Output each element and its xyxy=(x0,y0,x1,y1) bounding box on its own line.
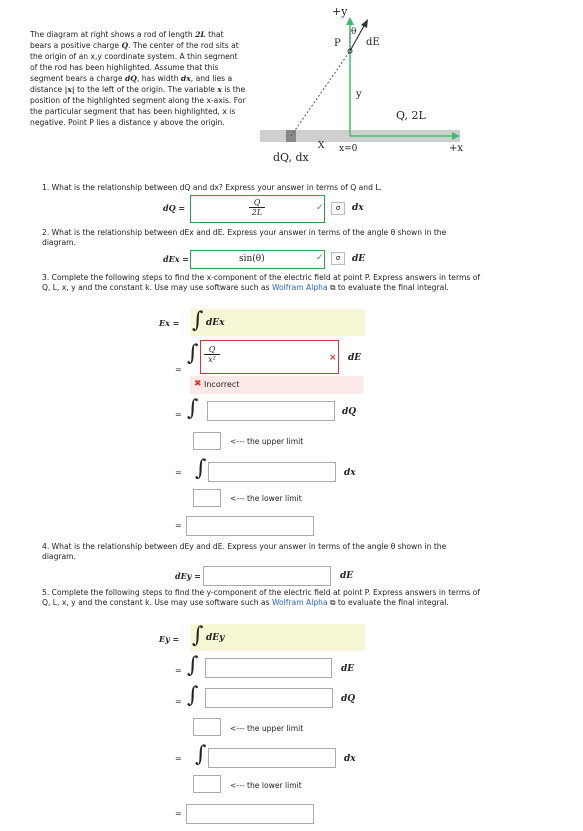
q5-given-integral xyxy=(190,624,365,651)
q5-step2-eq: = xyxy=(175,697,182,706)
q3-lower-limit-label: <--- the lower limit xyxy=(230,494,302,503)
q3-step1-denominator: x² xyxy=(204,354,220,364)
q5-wolfram-link[interactable]: Wolfram Alpha xyxy=(271,598,328,607)
q2-answer-box[interactable] xyxy=(190,250,325,269)
theta-label: θ xyxy=(351,27,357,37)
rod-label: Q, 2L xyxy=(396,109,426,122)
q5-upper-limit-box[interactable] xyxy=(193,718,221,736)
plus-y-label: +y xyxy=(332,5,348,18)
q4-rhs: dE xyxy=(340,571,354,581)
q5-step1-integral-sign: ∫ xyxy=(187,653,199,678)
q3-wolfram-link[interactable]: Wolfram Alpha xyxy=(271,283,328,292)
q3-step2-integral-sign: ∫ xyxy=(187,396,199,421)
q3-step1-incorrect-x-icon: × xyxy=(329,353,337,363)
q3-upper-limit-box[interactable] xyxy=(193,432,221,450)
q3-final-answer-box[interactable] xyxy=(186,516,314,536)
dE-arrowhead xyxy=(361,19,368,28)
var-dQ: dQ xyxy=(124,74,137,83)
q2-correct-check-icon: ✓ xyxy=(316,253,324,263)
q3-step2-eq: = xyxy=(175,410,182,419)
q3-step1-feedback-x-icon: ✖ xyxy=(194,379,202,389)
q5-step2-dQ: dQ xyxy=(341,694,356,704)
problem-intro: The diagram at right shows a rod of length 2L that bears a positive charge Q. The center of the rod sits at the origin of an x,y coordinate system. A thin segment of the rod has been highlighted. Assume that this segment bears a charge dQ, has width dx, and lies a distance |x| to the left of the origin. The variable x is the position of the highlighted segment along the x-axis. For the particular segment that has been highlighted, x is negative. Point P lies a distance y above the origin. xyxy=(30,30,246,127)
q3-step1-integral-sign: ∫ xyxy=(187,341,199,366)
q3-given-integral xyxy=(190,309,365,336)
var-2L: 2L xyxy=(195,30,206,39)
q5-dEy: dEy xyxy=(206,633,225,643)
y-distance-label: y xyxy=(356,89,362,100)
q4-lhs: dEy = xyxy=(175,571,201,581)
diagram-svg xyxy=(255,5,470,170)
plus-x-label: +x xyxy=(449,143,464,154)
distance-line xyxy=(291,51,350,136)
segment-label: dQ, dx xyxy=(273,151,309,164)
diagram xyxy=(255,5,470,170)
q4-prompt: 4. What is the relationship between dEy and dE. Express your answer in terms of the angle θ shown in the diagram. xyxy=(42,542,447,561)
q3-step3-integral-sign: ∫ xyxy=(195,456,207,481)
q1-prompt: 1. What is the relationship between dQ and dx? Express your answer in terms of Q and L. xyxy=(42,183,382,192)
q2-lhs: dEx = xyxy=(163,254,189,264)
q5-step1-answer-box[interactable] xyxy=(205,658,332,678)
var-x: x xyxy=(217,85,222,94)
q3-step3-answer-box[interactable] xyxy=(208,462,336,482)
q3-step2-answer-box[interactable] xyxy=(207,401,335,421)
q5-upper-limit-label: <--- the upper limit xyxy=(230,724,304,733)
q3-step1-feedback xyxy=(190,376,363,394)
q2-rhs: dE xyxy=(352,254,366,264)
q5-lower-limit-label: <--- the lower limit xyxy=(230,781,302,790)
q3-prompt: 3. Complete the following steps to find the x-component of the electric field at point P. Express answers in terms of Q, L, x, y and the constant k. Use may use software such as Wolfram Alpha ⧉ to evaluate the final integral. xyxy=(42,273,481,292)
q3-integral-sign: ∫ xyxy=(192,308,204,333)
q3-step1-answer-box[interactable] xyxy=(200,340,339,374)
q3-step2-dQ: dQ xyxy=(342,407,357,417)
q5-step3-answer-box[interactable] xyxy=(208,748,336,768)
q5-step3-eq: = xyxy=(175,754,182,763)
q4-answer-box[interactable] xyxy=(203,566,331,586)
q1-numerator: Q xyxy=(253,198,261,207)
y-axis-arrow xyxy=(346,17,354,25)
q1-sigma-icon[interactable]: σ xyxy=(331,202,345,215)
X-label: X xyxy=(318,141,325,151)
var-dx: dx xyxy=(180,74,191,83)
q1-rhs: dx xyxy=(352,203,364,213)
x-zero-label: x=0 xyxy=(339,144,358,154)
q1-answer-box[interactable] xyxy=(190,195,325,223)
q5-step1-dE: dE xyxy=(341,664,355,674)
q5-integral-sign: ∫ xyxy=(192,623,204,648)
q3-dEx: dEx xyxy=(206,318,225,328)
q5-lhs: Ey = xyxy=(159,634,180,644)
q3-step1-feedback-text: Incorrect xyxy=(204,380,240,389)
q1-fraction xyxy=(249,198,265,217)
q3-upper-limit-label: <--- the upper limit xyxy=(230,437,304,446)
q3-lhs: Ex = xyxy=(159,318,180,328)
point-P-label: P xyxy=(334,38,341,49)
q1-correct-check-icon: ✓ xyxy=(316,203,324,213)
q5-step2-integral-sign: ∫ xyxy=(187,683,199,708)
q2-prompt: 2. What is the relationship between dEx and dE. Express your answer in terms of the angle θ shown in the diagram. xyxy=(42,228,447,247)
q3-step3-eq: = xyxy=(175,468,182,477)
var-absx: |x| xyxy=(64,85,75,94)
q3-lower-limit-box[interactable] xyxy=(193,489,221,507)
dE-label: dE xyxy=(366,37,380,48)
q5-external-link-icon: ⧉ xyxy=(330,598,336,607)
q5-step3-dx: dx xyxy=(344,754,356,764)
q2-answer-text: sin(θ) xyxy=(239,254,265,264)
q5-step2-answer-box[interactable] xyxy=(205,688,333,708)
q3-external-link-icon: ⧉ xyxy=(330,283,336,292)
q5-prompt: 5. Complete the following steps to find the y-component of the electric field at point P. Express answers in terms of Q, L, x, y and the constant k. Use may use software such as Wolfram Alpha ⧉ to evaluate the final integral. xyxy=(42,588,480,607)
q3-step1-eq: = xyxy=(175,365,182,374)
q1-lhs: dQ = xyxy=(163,203,186,213)
q2-sigma-icon[interactable]: σ xyxy=(331,252,345,265)
q5-final-eq: = xyxy=(175,809,182,818)
q3-step1-dE: dE xyxy=(348,353,362,363)
q1-denominator: 2L xyxy=(249,207,265,217)
q5-lower-limit-box[interactable] xyxy=(193,775,221,793)
q3-step3-dx: dx xyxy=(344,468,356,478)
q3-final-eq: = xyxy=(175,521,182,530)
q5-step3-integral-sign: ∫ xyxy=(195,742,207,767)
q5-step1-eq: = xyxy=(175,666,182,675)
var-Q: Q xyxy=(121,41,129,50)
q3-step1-numerator: Q xyxy=(208,345,216,354)
q5-final-answer-box[interactable] xyxy=(186,804,314,824)
q3-step1-fraction xyxy=(204,345,220,364)
